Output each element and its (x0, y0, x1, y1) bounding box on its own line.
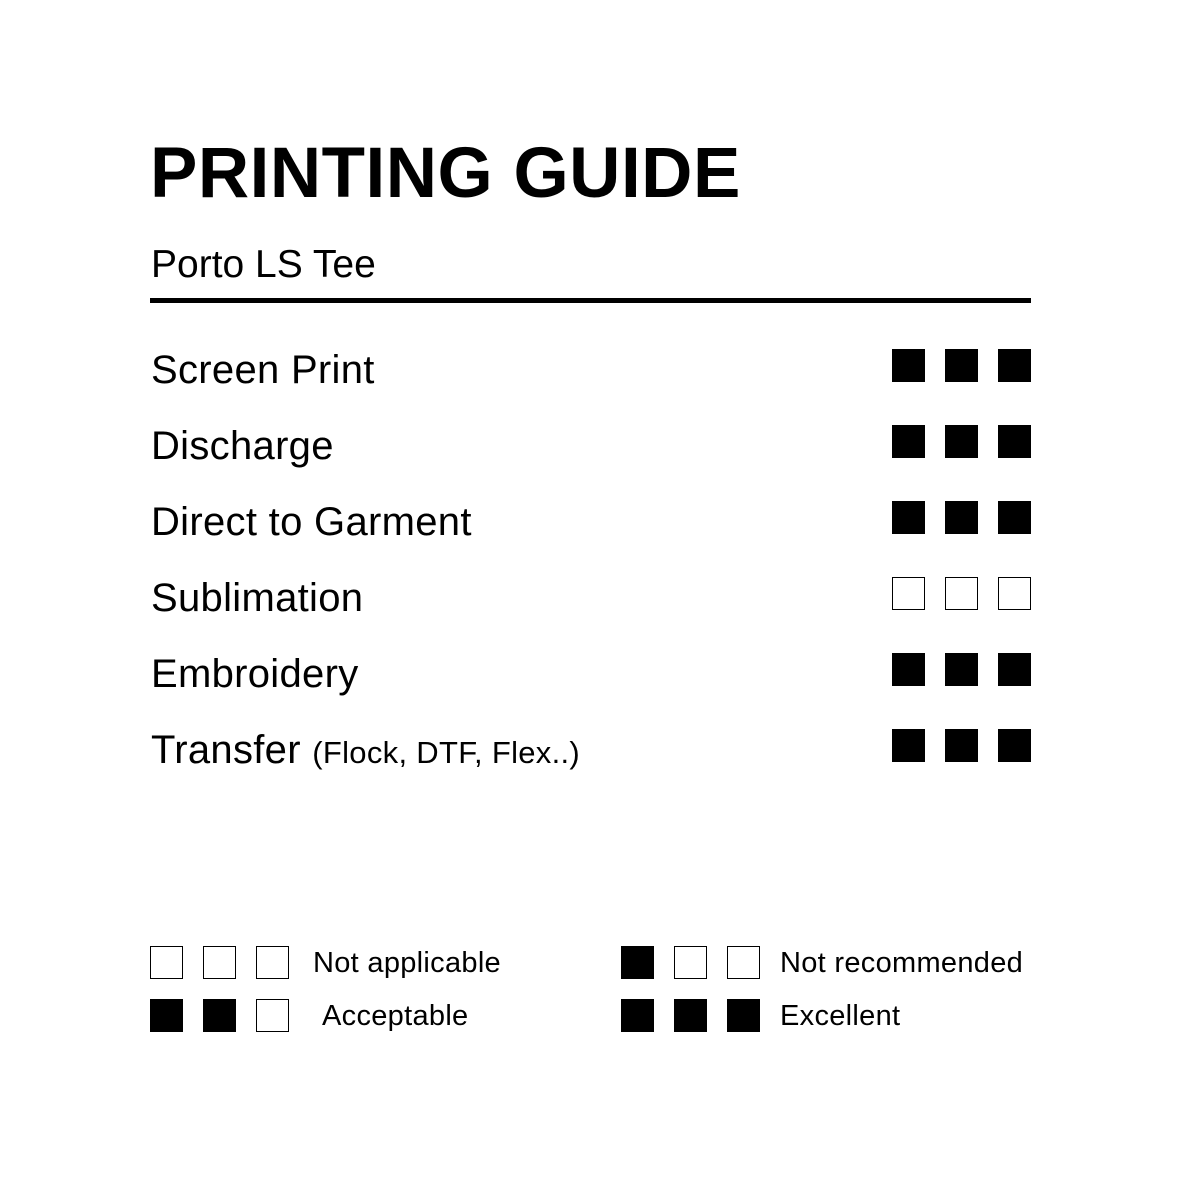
rating-square (998, 349, 1031, 382)
rating-square (203, 999, 236, 1032)
legend-label: Excellent (780, 1000, 901, 1032)
page-title: PRINTING GUIDE (150, 134, 741, 213)
rating-square (892, 653, 925, 686)
rating-squares (892, 425, 1031, 458)
method-label: Screen Print (151, 348, 375, 392)
rating-squares (892, 653, 1031, 686)
rating-square (621, 946, 654, 979)
legend-label: Not recommended (780, 947, 1024, 979)
method-label: Transfer (Flock, DTF, Flex..) (151, 728, 581, 772)
legend-squares (150, 999, 289, 1032)
rating-square (998, 653, 1031, 686)
rating-squares (892, 349, 1031, 382)
rating-squares (892, 501, 1031, 534)
rating-square (945, 577, 978, 610)
method-row-embroidery (150, 644, 1031, 704)
product-name: Porto LS Tee (151, 243, 376, 286)
rating-square (945, 349, 978, 382)
rating-square (150, 946, 183, 979)
rating-square (674, 999, 707, 1032)
method-row-direct-to-garment (150, 492, 1031, 552)
rating-square (892, 501, 925, 534)
rating-square (727, 999, 760, 1032)
rating-square (998, 729, 1031, 762)
rating-square (998, 425, 1031, 458)
method-note: (Flock, DTF, Flex..) (312, 735, 581, 770)
rating-square (256, 946, 289, 979)
method-label: Direct to Garment (151, 500, 472, 544)
rating-square (256, 999, 289, 1032)
rating-square (892, 577, 925, 610)
rating-square (945, 425, 978, 458)
title-divider (150, 298, 1031, 303)
rating-square (945, 653, 978, 686)
rating-square (621, 999, 654, 1032)
rating-square (892, 425, 925, 458)
rating-square (998, 501, 1031, 534)
method-row-sublimation (150, 568, 1031, 628)
rating-square (150, 999, 183, 1032)
rating-square (892, 729, 925, 762)
rating-square (727, 946, 760, 979)
rating-square (674, 946, 707, 979)
rating-square (203, 946, 236, 979)
method-label: Sublimation (151, 576, 364, 620)
rating-squares (892, 577, 1031, 610)
rating-square (892, 349, 925, 382)
method-row-discharge (150, 416, 1031, 476)
legend-label: Not applicable (313, 947, 501, 979)
legend-squares (150, 946, 289, 979)
legend-label: Acceptable (322, 1000, 469, 1032)
rating-square (998, 577, 1031, 610)
rating-square (945, 729, 978, 762)
method-row-screen-print (150, 340, 1031, 400)
rating-square (945, 501, 978, 534)
legend-squares (621, 946, 760, 979)
method-label: Discharge (151, 424, 334, 468)
method-row-transfer (150, 720, 1031, 780)
rating-squares (892, 729, 1031, 762)
method-label: Embroidery (151, 652, 359, 696)
legend-squares (621, 999, 760, 1032)
